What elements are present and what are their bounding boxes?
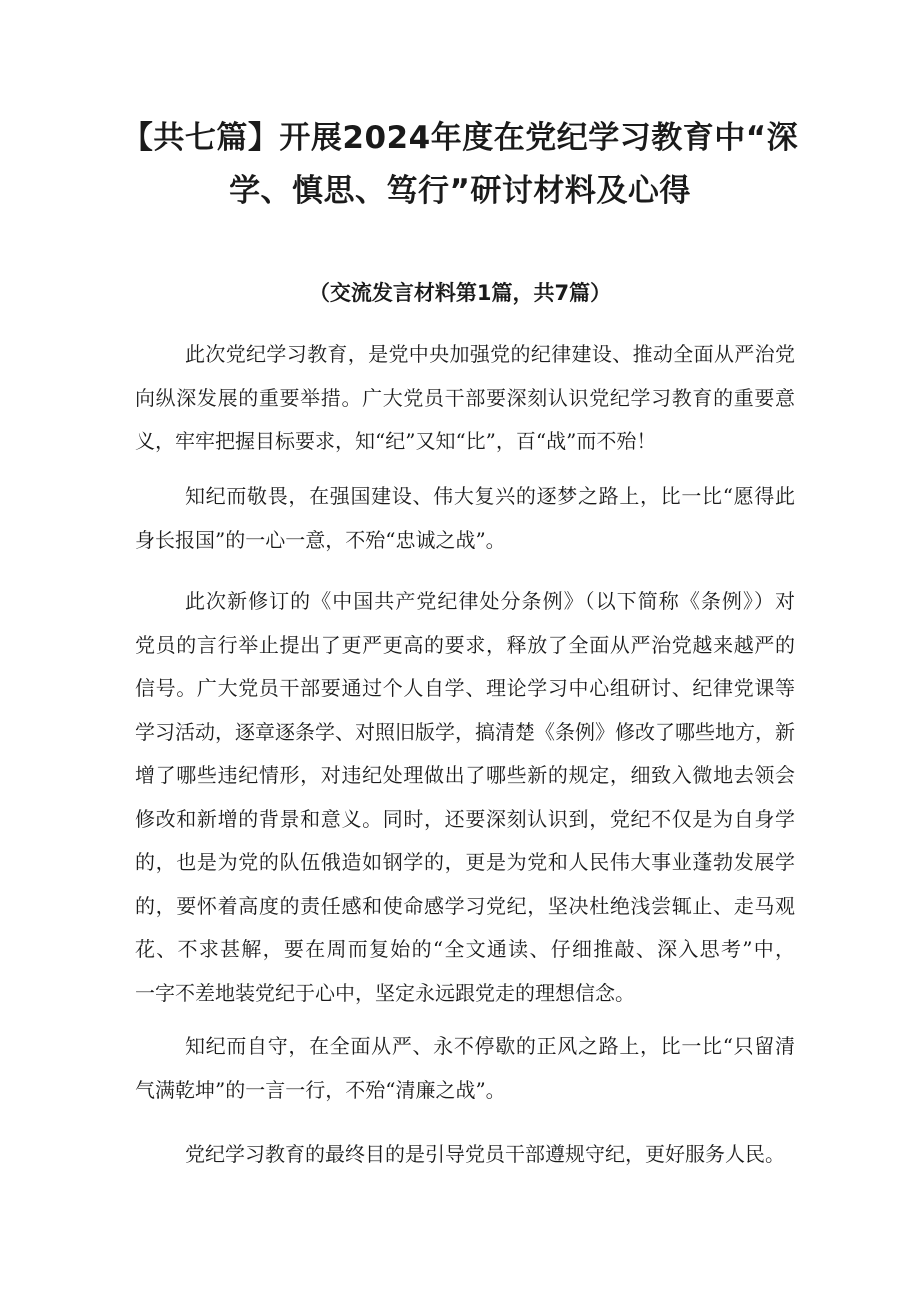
- paragraph-line: 信号。广大党员干部要通过个人自学、理论学习中心组研讨、纪律党课等: [135, 676, 795, 700]
- paragraph-line: 此次党纪学习教育，是党中央加强党的纪律建设、推动全面从严治党: [185, 342, 795, 366]
- paragraph-line: 向纵深发展的重要举措。广大党员干部要深刻认识党纪学习教育的重要意: [135, 385, 795, 410]
- paragraph: [135, 1025, 795, 1112]
- paragraph-line: 一字不差地装党纪于心中，坚定永远跟党走的理想信念。: [135, 980, 635, 1005]
- paragraph: [135, 475, 795, 562]
- paragraph-line: 党纪学习教育的最终目的是引导党员干部遵规守纪，更好服务人民。: [185, 1142, 785, 1166]
- paragraph: [135, 1133, 795, 1177]
- paragraph: [135, 333, 795, 464]
- title-line: 学、慎思、笃行”研讨材料及心得: [229, 173, 691, 209]
- paragraph-line: 知纪而敬畏，在强国建设、伟大复兴的逐梦之路上，比一比“愿得此: [185, 484, 795, 508]
- paragraph-line: 气满乾坤”的一言一行，不殆“清廉之战”。: [135, 1077, 506, 1102]
- paragraph-line: 的，也是为党的队伍俄造如钢学的，更是为党和人民伟大事业蓬勃发展学: [135, 850, 795, 874]
- paragraph-line: 学习活动，逐章逐条学、对照旧版学，搞清楚《条例》修改了哪些地方，新: [135, 719, 795, 744]
- paragraph: [135, 580, 795, 1015]
- document-title: [110, 112, 810, 218]
- paragraph-line: 党员的言行举止提出了更严更高的要求，释放了全面从严治党越来越严的: [135, 632, 795, 657]
- paragraph-line: 的，要怀着高度的责任感和使命感学习党纪，坚决杜绝浅尝辄止、走马观: [135, 893, 795, 918]
- document-subtitle: （交流发言材料第1篇，共7篇）: [308, 281, 612, 305]
- title-line: 【共七篇】开展2024年度在党纪学习教育中“深: [121, 120, 799, 156]
- paragraph-line: 义，牢牢把握目标要求，知“纪”又知“比”，百“战”而不殆！: [135, 429, 657, 453]
- paragraph-line: 身长报国”的一心一意，不殆“忠诚之战”。: [135, 527, 506, 552]
- paragraph-line: 增了哪些违纪情形，对违纪处理做出了哪些新的规定，细致入微地去领会: [135, 763, 795, 787]
- paragraph-line: 花、不求甚解，要在周而复始的“全文通读、仔细推敲、深入思考”中，: [135, 937, 795, 961]
- paragraph-line: 修改和新增的背景和意义。同时，还要深刻认识到，党纪不仅是为自身学: [135, 806, 795, 831]
- paragraph-line: 此次新修订的《中国共产党纪律处分条例》（以下简称《条例》）对: [185, 589, 795, 613]
- paragraph-line: 知纪而自守，在全面从严、永不停歇的正风之路上，比一比“只留清: [185, 1034, 795, 1058]
